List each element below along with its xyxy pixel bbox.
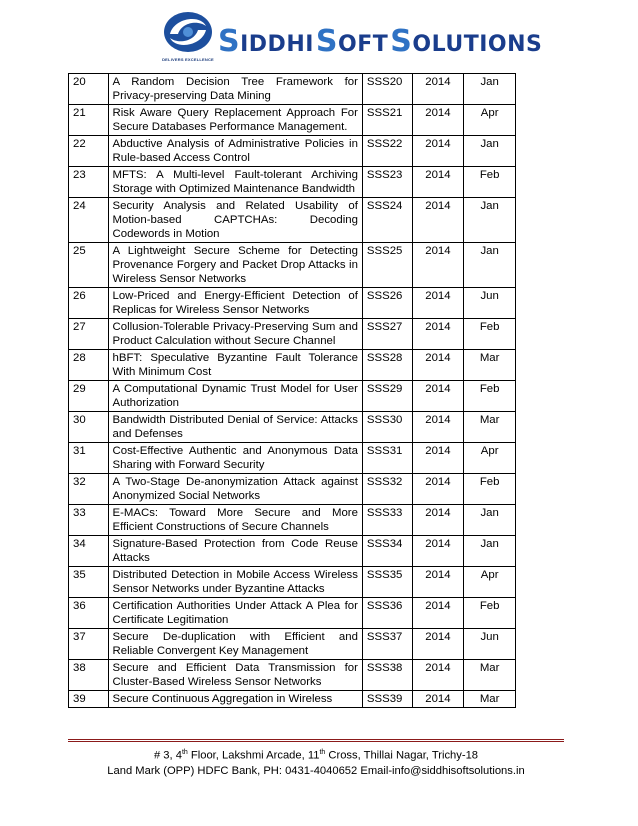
project-title: Distributed Detection in Mobile Access Wireless Sensor Networks under Byzantine Attacks [108, 567, 362, 598]
project-title: Certification Authorities Under Attack A Plea for Certificate Legitimation [108, 598, 362, 629]
table-row [69, 505, 516, 536]
table-row [69, 660, 516, 691]
project-month: Mar [464, 660, 516, 691]
project-title: Abductive Analysis of Administrative Policies in Rule-based Access Control [108, 136, 362, 167]
project-year: 2014 [412, 136, 464, 167]
project-code: SSS32 [362, 474, 412, 505]
project-month: Jan [464, 74, 516, 105]
project-year: 2014 [412, 198, 464, 243]
project-code: SSS34 [362, 536, 412, 567]
project-code: SSS20 [362, 74, 412, 105]
project-code: SSS22 [362, 136, 412, 167]
project-code: SSS23 [362, 167, 412, 198]
project-month: Mar [464, 691, 516, 708]
table-row [69, 412, 516, 443]
project-title: Signature-Based Protection from Code Reuse Attacks [108, 536, 362, 567]
project-month: Jan [464, 505, 516, 536]
project-month: Apr [464, 567, 516, 598]
row-number: 39 [69, 691, 109, 708]
table-row [69, 474, 516, 505]
project-month: Mar [464, 350, 516, 381]
footer-contact: Land Mark (OPP) HDFC Bank, PH: 0431-4040652 Email-info@siddhisoftsolutions.in [107, 764, 525, 777]
row-number: 29 [69, 381, 109, 412]
project-title: MFTS: A Multi-level Fault-tolerant Archiving Storage with Optimized Maintenance Bandwidth [108, 167, 362, 198]
project-year: 2014 [412, 243, 464, 288]
project-year: 2014 [412, 74, 464, 105]
project-code: SSS35 [362, 567, 412, 598]
project-code: SSS28 [362, 350, 412, 381]
row-number: 23 [69, 167, 109, 198]
table-row [69, 536, 516, 567]
project-code: SSS30 [362, 412, 412, 443]
table-row [69, 74, 516, 105]
project-year: 2014 [412, 288, 464, 319]
project-code: SSS26 [362, 288, 412, 319]
project-code: SSS36 [362, 598, 412, 629]
project-year: 2014 [412, 412, 464, 443]
project-month: Feb [464, 474, 516, 505]
logo-tagline: DELIVERS EXCELLENCE [162, 57, 214, 62]
footer-divider [68, 739, 564, 742]
row-number: 22 [69, 136, 109, 167]
project-month: Feb [464, 319, 516, 350]
project-title: Cost-Effective Authentic and Anonymous Data Sharing with Forward Security [108, 443, 362, 474]
table-row [69, 629, 516, 660]
project-month: Apr [464, 443, 516, 474]
page-header [160, 8, 630, 72]
project-month: Jan [464, 536, 516, 567]
project-year: 2014 [412, 660, 464, 691]
project-year: 2014 [412, 381, 464, 412]
project-code: SSS24 [362, 198, 412, 243]
project-month: Feb [464, 167, 516, 198]
row-number: 36 [69, 598, 109, 629]
project-code: SSS25 [362, 243, 412, 288]
row-number: 25 [69, 243, 109, 288]
project-code: SSS38 [362, 660, 412, 691]
row-number: 27 [69, 319, 109, 350]
project-title: hBFT: Speculative Byzantine Fault Tolerance With Minimum Cost [108, 350, 362, 381]
table-row [69, 136, 516, 167]
project-year: 2014 [412, 443, 464, 474]
row-number: 28 [69, 350, 109, 381]
project-year: 2014 [412, 319, 464, 350]
project-year: 2014 [412, 567, 464, 598]
project-code: SSS37 [362, 629, 412, 660]
project-year: 2014 [412, 505, 464, 536]
row-number: 34 [69, 536, 109, 567]
project-title: A Random Decision Tree Framework for Privacy-preserving Data Mining [108, 74, 362, 105]
table-row [69, 350, 516, 381]
page-footer [68, 745, 564, 779]
row-number: 35 [69, 567, 109, 598]
projects-table [68, 73, 516, 708]
row-number: 33 [69, 505, 109, 536]
project-title: Secure and Efficient Data Transmission for Cluster-Based Wireless Sensor Networks [108, 660, 362, 691]
project-year: 2014 [412, 474, 464, 505]
row-number: 20 [69, 74, 109, 105]
table-row [69, 198, 516, 243]
project-title: Bandwidth Distributed Denial of Service: Attacks and Defenses [108, 412, 362, 443]
project-month: Mar [464, 412, 516, 443]
project-year: 2014 [412, 350, 464, 381]
table-row [69, 105, 516, 136]
table-row [69, 443, 516, 474]
project-year: 2014 [412, 629, 464, 660]
project-year: 2014 [412, 536, 464, 567]
project-year: 2014 [412, 598, 464, 629]
table-row [69, 567, 516, 598]
project-month: Feb [464, 381, 516, 412]
project-title: A Lightweight Secure Scheme for Detecting Provenance Forgery and Packet Drop Attacks in Wireless Sensor Networks [108, 243, 362, 288]
project-month: Jan [464, 243, 516, 288]
project-code: SSS27 [362, 319, 412, 350]
table-row [69, 381, 516, 412]
project-code: SSS39 [362, 691, 412, 708]
project-code: SSS33 [362, 505, 412, 536]
table-row [69, 691, 516, 708]
row-number: 37 [69, 629, 109, 660]
project-year: 2014 [412, 691, 464, 708]
swirl-logo-icon [160, 8, 216, 58]
row-number: 30 [69, 412, 109, 443]
company-name [218, 24, 544, 59]
row-number: 38 [69, 660, 109, 691]
project-title: Low-Priced and Energy-Efficient Detection of Replicas for Wireless Sensor Networks [108, 288, 362, 319]
project-month: Jun [464, 629, 516, 660]
row-number: 31 [69, 443, 109, 474]
company-logo [160, 8, 216, 64]
project-month: Jun [464, 288, 516, 319]
project-title: Security Analysis and Related Usability of Motion-based CAPTCHAs: Decoding Codewords in Motion [108, 198, 362, 243]
project-code: SSS31 [362, 443, 412, 474]
row-number: 32 [69, 474, 109, 505]
project-title: E-MACs: Toward More Secure and More Efficient Constructions of Secure Channels [108, 505, 362, 536]
table-row [69, 319, 516, 350]
project-title: Secure Continuous Aggregation in Wireless [108, 691, 362, 708]
project-title: Collusion-Tolerable Privacy-Preserving Sum and Product Calculation without Secure Channel [108, 319, 362, 350]
project-year: 2014 [412, 167, 464, 198]
row-number: 26 [69, 288, 109, 319]
table-row [69, 243, 516, 288]
brand-word-3: SOLUTIONS [390, 24, 543, 59]
table-row [69, 288, 516, 319]
project-year: 2014 [412, 105, 464, 136]
row-number: 21 [69, 105, 109, 136]
project-code: SSS29 [362, 381, 412, 412]
project-title: Secure De-duplication with Efficient and Reliable Convergent Key Management [108, 629, 362, 660]
project-month: Apr [464, 105, 516, 136]
project-title: A Two-Stage De-anonymization Attack against Anonymized Social Networks [108, 474, 362, 505]
project-month: Feb [464, 598, 516, 629]
table-row [69, 167, 516, 198]
project-code: SSS21 [362, 105, 412, 136]
projects-table-body [69, 74, 516, 708]
brand-word-2: SOFT [315, 24, 389, 59]
project-month: Jan [464, 136, 516, 167]
table-row [69, 598, 516, 629]
project-title: Risk Aware Query Replacement Approach For Secure Databases Performance Management. [108, 105, 362, 136]
project-title: A Computational Dynamic Trust Model for User Authorization [108, 381, 362, 412]
footer-address: # 3, 4th Floor, Lakshmi Arcade, 11th Cross, Thillai Nagar, Trichy-18 [153, 749, 479, 762]
row-number: 24 [69, 198, 109, 243]
project-month: Jan [464, 198, 516, 243]
brand-word-1: SIDDHI [218, 24, 314, 59]
